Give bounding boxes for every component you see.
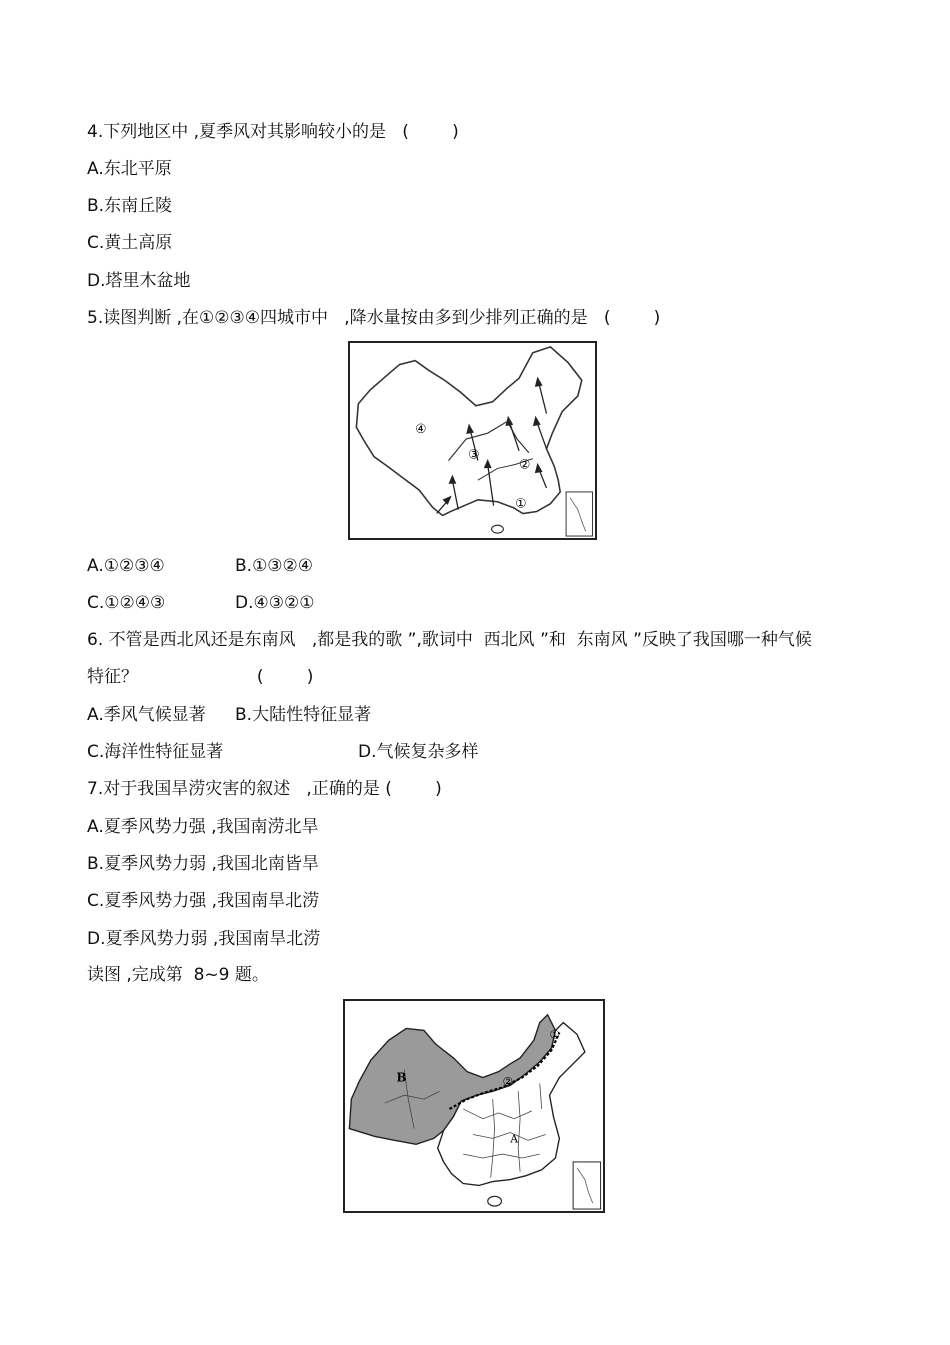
q4-option-a: A.东北平原 — [87, 159, 172, 179]
q7-option-d: D.夏季风势力弱 ,我国南旱北涝 — [87, 929, 321, 949]
map-label-a: A — [510, 1132, 519, 1146]
map-label-2: ② — [519, 457, 531, 473]
q7-option-c: C.夏季风势力强 ,我国南旱北涝 — [87, 891, 320, 911]
q4-option-d: D.塔里木盆地 — [87, 271, 191, 291]
map-label-circle-2: ② — [502, 1074, 514, 1089]
q7-option-b: B.夏季风势力弱 ,我国北南皆旱 — [87, 854, 319, 874]
q5-option-b: B.①③②④ — [235, 556, 314, 576]
q6-option-c: C.海洋性特征显著 — [87, 742, 224, 762]
q4-option-c: C.黄土高原 — [87, 233, 173, 253]
q6-stem-line1: 6. 不管是西北风还是东南风 ,都是我的歌 ”,歌词中 西北风 ”和 东南风 ”反映了我国哪一种气候 — [87, 630, 812, 650]
q6-option-a: A.季风气候显著 — [87, 705, 206, 725]
q6-option-d: D.气候复杂多样 — [358, 742, 479, 762]
china-regions-map-figure — [345, 1001, 603, 1211]
q5-stem: 5.读图判断 ,在①②③④四城市中 ,降水量按由多到少排列正确的是 ( ) — [87, 308, 661, 328]
q4-stem: 4.下列地区中 ,夏季风对其影响较小的是 ( ) — [87, 122, 459, 142]
q5-option-a: A.①②③④ — [87, 556, 165, 576]
q6-option-b: B.大陆性特征显著 — [235, 705, 372, 725]
q4-option-b: B.东南丘陵 — [87, 196, 173, 216]
q7-stem: 7.对于我国旱涝灾害的叙述 ,正确的是 ( ) — [87, 779, 442, 799]
map-label-3: ③ — [468, 447, 480, 463]
map-label-b: B — [396, 1070, 407, 1085]
regions-map — [343, 999, 605, 1213]
china-monsoon-map-figure — [350, 343, 595, 538]
map-label-circle-1: ① — [549, 1027, 561, 1042]
map-label-1: ① — [515, 496, 527, 512]
q8-9-intro: 读图 ,完成第 8~9 题。 — [87, 965, 269, 985]
map-label-4: ④ — [415, 422, 427, 438]
q6-stem-line2: 特征？ ( ) — [87, 667, 314, 687]
q7-option-a: A.夏季风势力强 ,我国南涝北旱 — [87, 817, 319, 837]
monsoon-map — [348, 341, 597, 540]
q5-option-d: D.④③②① — [235, 593, 315, 613]
q5-option-c: C.①②④③ — [87, 593, 166, 613]
